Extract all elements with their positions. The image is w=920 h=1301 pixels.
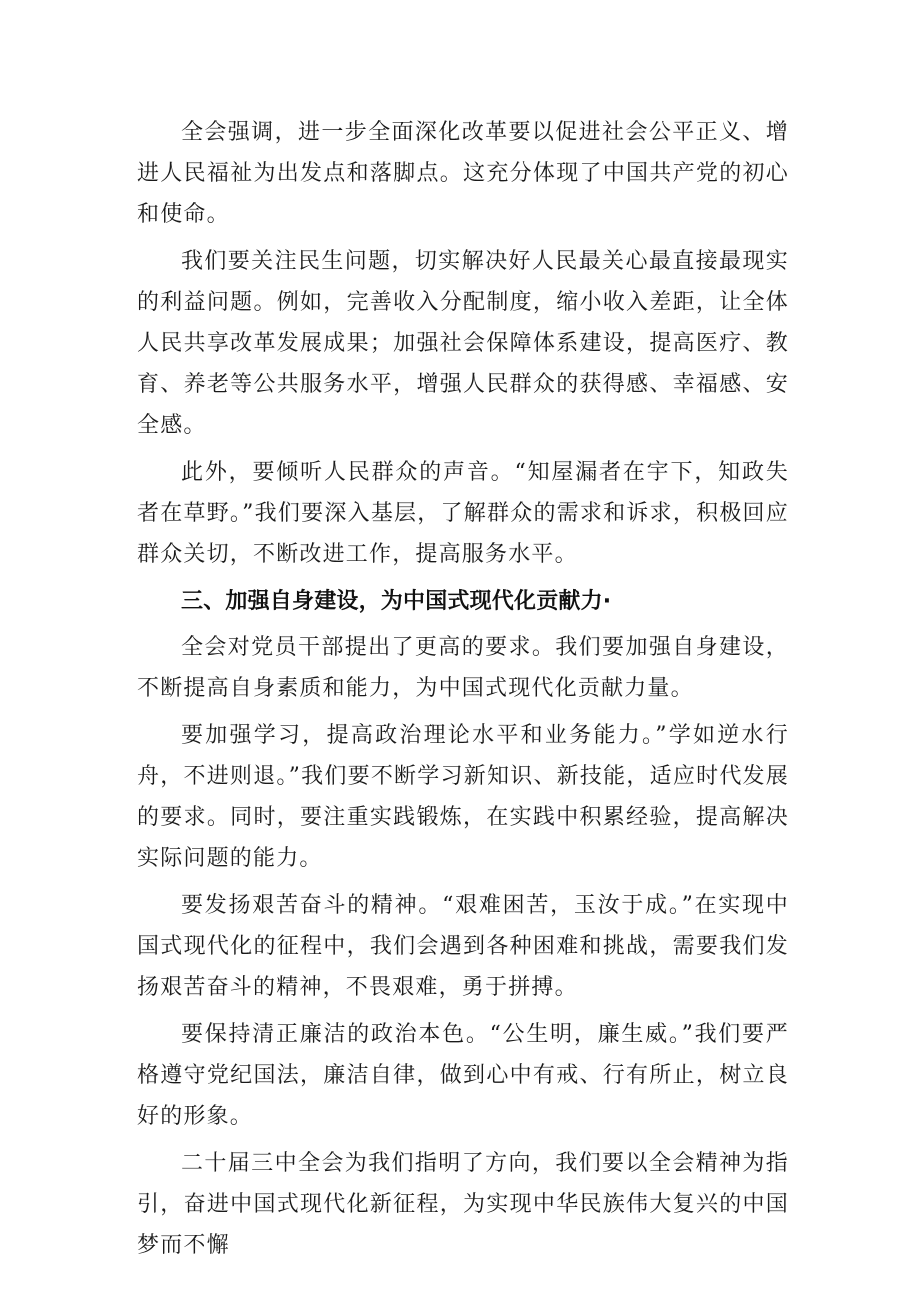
paragraph-conclusion: 二十届三中全会为我们指明了方向，我们要以全会精神为指引，奋进中国式现代化新征程，为实现中华民族伟大复兴的中国梦而不懈 [137,1151,789,1258]
paragraph-self-building: 全会对党员干部提出了更高的要求。我们要加强自身建设，不断提高自身素质和能力，为中国式现代化贡献力量。 [137,635,789,701]
paragraph-study: 要加强学习，提高政治理论水平和业务能力。”学如逆水行舟，不进则退。”我们要不断学习新知识、新技能，适应时代发展的要求。同时，要注重实践锻炼，在实践中积累经验，提高解决实际问题的能力。 [137,723,789,871]
document-body [137,112,789,1272]
paragraph-livelihood: 我们要关注民生问题，切实解决好人民最关心最直接最现实的利益问题。例如，完善收入分配制度，缩小收入差距，让全体人民共享改革发展成果；加强社会保障体系建设，提高医疗、教育、养老等公共服务水平，增强人民群众的获得感、幸福感、安全感。 [137,249,789,438]
paragraph-integrity: 要保持清正廉洁的政治本色。“公生明，廉生威。”我们要严格遵守党纪国法，廉洁自律，做到心中有戒、行有所止，树立良好的形象。 [137,1022,789,1129]
paragraph-listen-to-people: 此外，要倾听人民群众的声音。“知屋漏者在宇下，知政失者在草野。”我们要深入基层，了解群众的需求和诉求，积极回应群众关切，不断改进工作，提高服务水平。 [137,460,789,567]
paragraph-fairness: 全会强调，进一步全面深化改革要以促进社会公平正义、增进人民福祉为出发点和落脚点。这充分体现了中国共产党的初心和使命。 [137,120,789,227]
section-heading: 三、加强自身建设，为中国式现代化贡献力· [181,589,612,614]
paragraph-hard-work: 要发扬艰苦奋斗的精神。“艰难困苦，玉汝于成。”在实现中国式现代化的征程中，我们会遇到各种困难和挑战，需要我们发扬艰苦奋斗的精神，不畏艰难，勇于拼搏。 [137,893,789,1000]
